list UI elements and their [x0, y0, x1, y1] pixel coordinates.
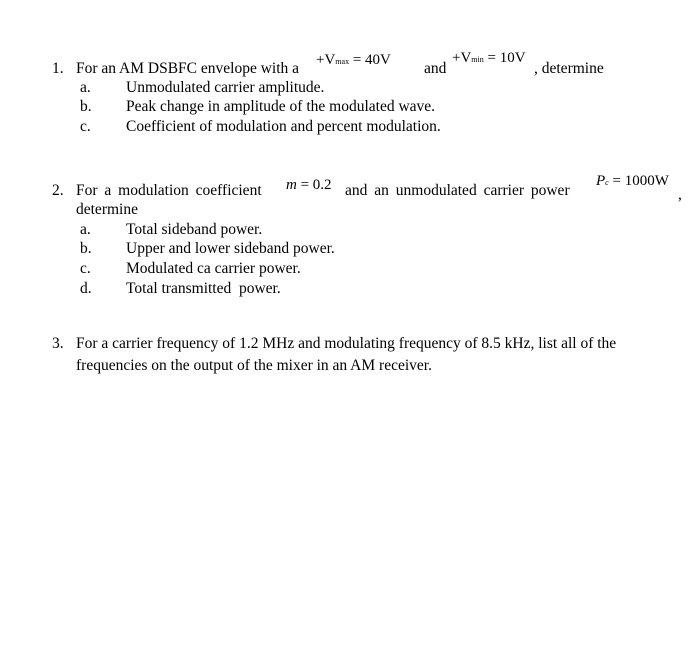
q1-item-b-text: Peak change in amplitude of the modulated wave. — [126, 98, 436, 115]
q1-item-c-text: Coefficient of modulation and percent modulation. — [126, 118, 441, 135]
vmin-symbol: +V — [452, 50, 472, 66]
and-text: and — [424, 60, 447, 77]
q1-item-a-text: Unmodulated carrier amplitude. — [126, 79, 325, 96]
q1-item-b-letter: b. — [80, 98, 92, 115]
vmax-value: = 40V — [352, 52, 391, 68]
question-3-line-2: frequencies on the output of the mixer in an AM receiver. — [76, 357, 432, 374]
vmax-symbol: +V — [316, 52, 336, 68]
q2-item-a-letter: a. — [80, 221, 91, 238]
m-equation — [286, 177, 332, 194]
m-variable: m — [286, 177, 297, 193]
question-3-number: 3. — [52, 335, 64, 352]
vmin-value: = 10V — [487, 50, 526, 66]
question-1-number: 1. — [52, 60, 64, 77]
q2-item-a-text: Total sideband power. — [126, 221, 263, 238]
pc-subscript: c — [605, 178, 609, 187]
pc-value: = 1000W — [612, 173, 669, 189]
q2-item-b-letter: b. — [80, 240, 92, 257]
q1-item-a-letter: a. — [80, 79, 91, 96]
question-1-stem-start: For an AM DSBFC envelope with a — [76, 60, 300, 77]
q2-item-d-letter: d. — [80, 280, 92, 297]
q2-item-c-letter: c. — [80, 260, 91, 277]
vmax-equation — [316, 52, 391, 69]
pc-equation — [596, 173, 669, 190]
q1-item-c-letter: c. — [80, 118, 91, 135]
m-value: = 0.2 — [300, 177, 332, 193]
q2-item-d-text: Total transmitted power. — [126, 280, 281, 297]
vmax-subscript: max — [335, 57, 350, 66]
question-2-stem-start: For a modulation coefficient — [76, 182, 262, 199]
question-3-line-1: For a carrier frequency of 1.2 MHz and modulating frequency of 8.5 kHz, list all of the — [76, 335, 617, 352]
question-2-number: 2. — [52, 182, 64, 199]
q2-item-b-text: Upper and lower sideband power. — [126, 240, 335, 257]
pc-variable: P — [596, 173, 606, 189]
question-2-determine: determine — [76, 201, 138, 218]
question-1-stem-end: , determine — [534, 60, 604, 77]
vmin-equation — [452, 50, 526, 67]
vmin-subscript: min — [471, 55, 484, 64]
question-2-comma: , — [678, 186, 682, 203]
question-2-stem-mid: and an unmodulated carrier power — [345, 182, 570, 199]
q2-item-c-text: Modulated ca carrier power. — [126, 260, 301, 277]
